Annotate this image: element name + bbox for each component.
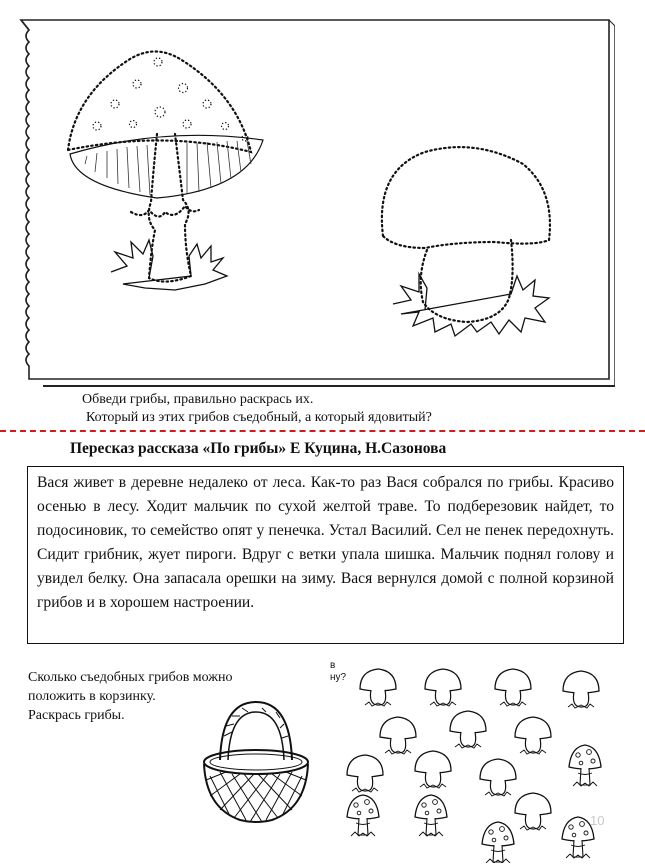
fragment-line-2: ну? <box>330 672 347 683</box>
edible-mushroom <box>480 759 516 796</box>
cropped-question-fragment <box>330 660 346 684</box>
fly-agaric-small <box>415 795 447 836</box>
page-number: 10 <box>590 813 605 828</box>
edible-mushroom <box>515 717 551 754</box>
task2-line-2: положить в корзинку. <box>28 689 156 704</box>
task-trace-instruction: Обведи грибы, правильно раскрась их. <box>82 392 314 407</box>
fly-agaric-small <box>347 795 379 836</box>
edible-mushroom <box>360 669 396 706</box>
story-title: Пересказ рассказа «По грибы» Е Куцина, Н.Сазонова <box>70 440 447 457</box>
fly-agaric-mushroom <box>68 52 263 282</box>
section-divider <box>0 430 645 432</box>
edible-mushroom <box>495 669 531 706</box>
task2-line-1: Сколько съедобных грибов можно <box>28 670 233 685</box>
fly-agaric-grass <box>111 240 227 290</box>
story-text: Вася живет в деревне недалеко от леса. Как-то раз Вася собрался по грибы. Красиво осенью в лесу. Ходит мальчик по сухой желтой траве. То подберезовик найдет, то подосиновик, то семейство опят у пенечка. Устал Василий. Сел не пенек передохнуть. Сидит грибник, жует пироги. Вдруг с ветки упала шишка. Мальчик поднял голову и увидел белку. Она запасала орешки на зиму. Вася вернулся домой с полной корзиной грибов и в хорошем настроении. <box>27 466 624 644</box>
trace-mushrooms-frame <box>15 14 615 389</box>
fly-agaric-small <box>569 745 601 786</box>
basket-picture <box>196 696 312 826</box>
basket-weave <box>206 772 306 822</box>
porcini-grass <box>393 274 549 336</box>
task2-line-3: Раскрась грибы. <box>28 708 125 723</box>
edible-mushroom <box>415 751 451 788</box>
edible-mushroom <box>515 793 551 830</box>
edible-mushroom <box>380 717 416 754</box>
porcini-mushroom <box>382 147 550 322</box>
fly-agaric-spots <box>93 58 248 141</box>
fly-agaric-small <box>482 822 514 863</box>
task-edible-question: Который из этих грибов съедобный, а который ядовитый? <box>86 410 432 425</box>
fragment-line-1: в <box>330 660 336 671</box>
edible-mushroom <box>425 669 461 706</box>
mushroom-set <box>323 655 623 863</box>
edible-mushroom <box>563 671 599 708</box>
edible-mushroom <box>450 711 486 748</box>
edible-mushroom <box>347 755 383 792</box>
